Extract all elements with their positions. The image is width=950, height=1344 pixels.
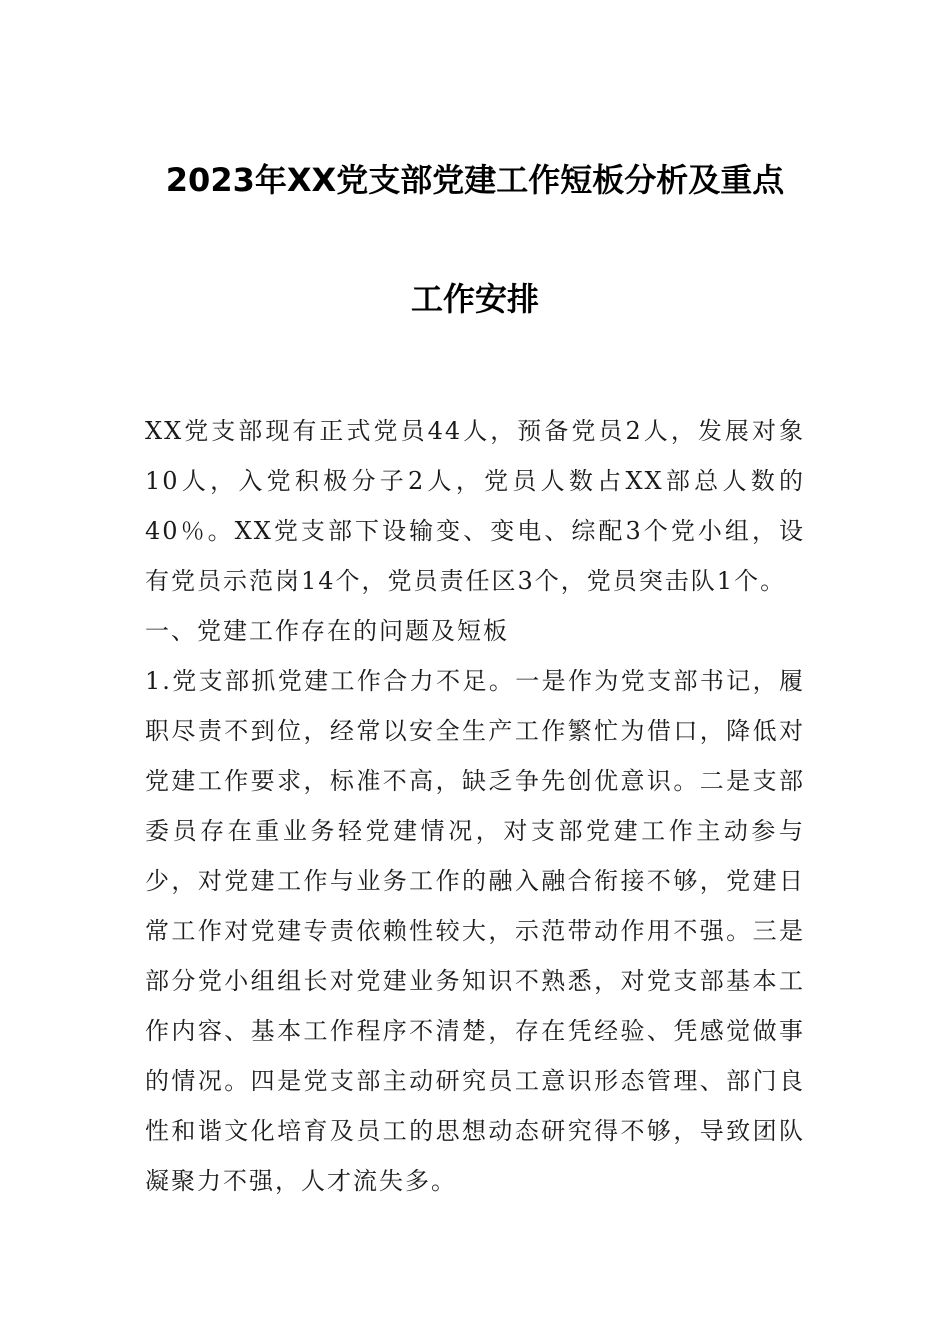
section-heading: 一、党建工作存在的问题及短板 [145,617,509,645]
document-title-line-2: 工作安排 [410,280,539,318]
intro-paragraph: XX党支部现有正式党员44人，预备党员2人，发展对象10人，入党积极分子2人，党员人数占XX部总人数的40％。XX党支部下设输变、变电、综配3个党小组，设有党员示范岗14个，党员责任区3个，党员突击队1个。 [145,417,805,595]
body-paragraph: 1.党支部抓党建工作合力不足。一是作为党支部书记，履职尽责不到位，经常以安全生产工作繁忙为借口，降低对党建工作要求，标准不高，缺乏争先创优意识。二是支部委员存在重业务轻党建情况，对支部党建工作主动参与少，对党建工作与业务工作的融入融合衔接不够，党建日常工作对党建专责依赖性较大，示范带动作用不强。三是部分党小组组长对党建业务知识不熟悉，对党支部基本工作内容、基本工作程序不清楚，存在凭经验、凭感觉做事的情况。四是党支部主动研究员工意识形态管理、部门良性和谐文化培育及员工的思想动态研究得不够，导致团队凝聚力不强，人才流失多。 [145,667,805,1195]
document-title-line-1: 2023年XX党支部党建工作短板分析及重点 [165,161,785,199]
